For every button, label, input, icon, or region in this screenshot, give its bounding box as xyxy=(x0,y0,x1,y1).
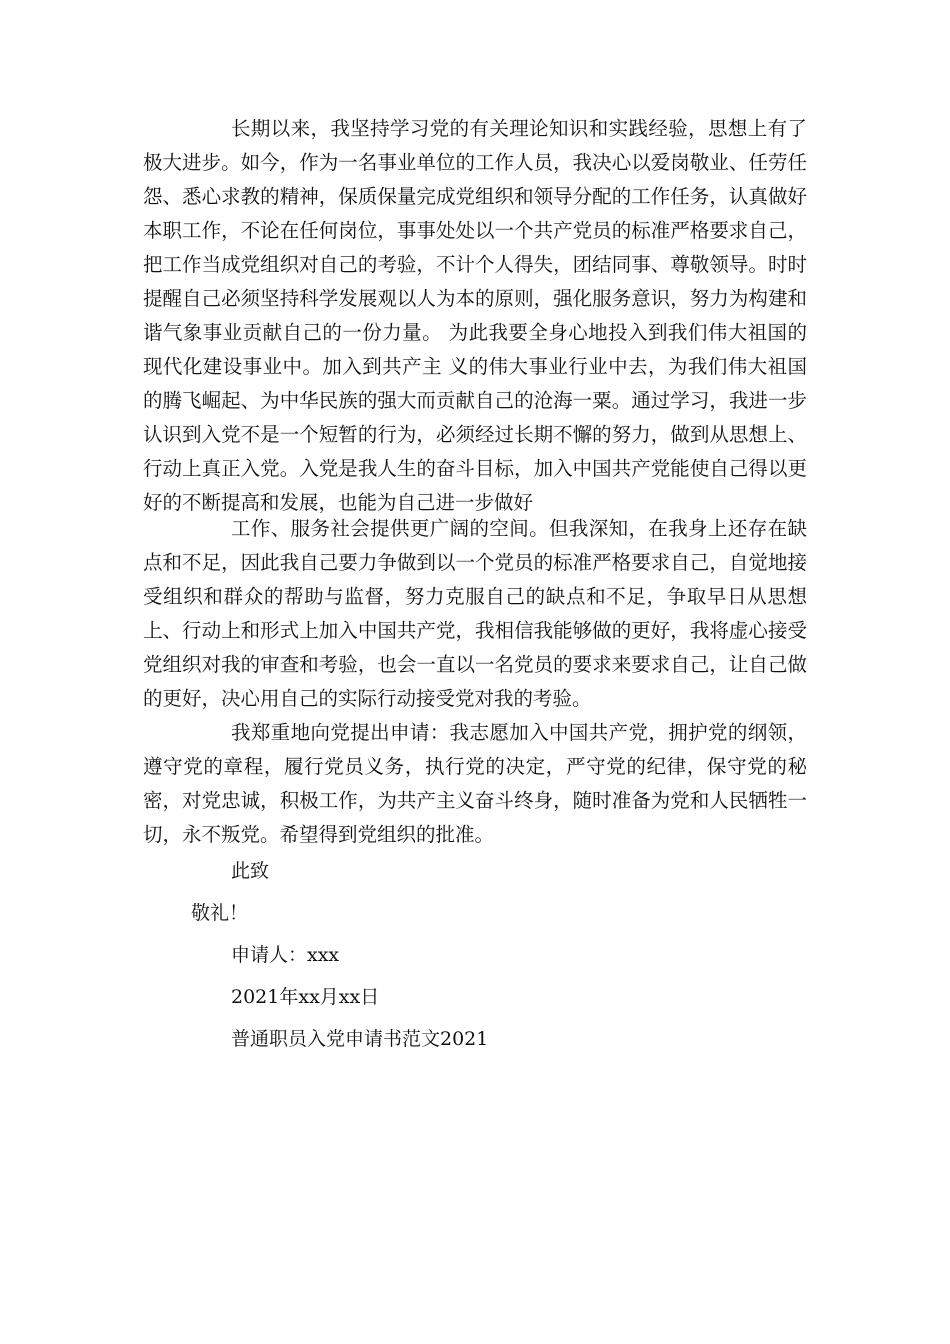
applicant-name: 申请人：xxx xyxy=(231,944,340,966)
body-paragraph-2: 工作、服务社会提供更广阔的空间。但我深知，在我身上还存在缺点和不足，因此我自己要力争做到以一个党员的标准严格要求自己，自觉地接受组织和群众的帮助与监督，努力克服自己的缺点和不足，争取早日从思想上、行动上和形式上加入中国共产党，我相信我能够做的更好，我将虚心接受党组织对我的审查和考验，也会一直以一名党员的要求来要求自己，让自己做的更好，决心用自己的实际行动接受党对我的考验。 xyxy=(143,517,807,710)
closing-phrase: 此致 xyxy=(231,860,270,882)
body-paragraph-1: 长期以来，我坚持学习党的有关理论知识和实践经验，思想上有了极大进步。如今，作为一名事业单位的工作人员，我决心以爱岗敬业、任劳任怨、悉心求教的精神，保质保量完成党组织和领导分配的工作任务，认真做好本职工作，不论在任何岗位，事事处处以一个共产党员的标准严格要求自己，把工作当成党组织对自己的考验，不计个人得失，团结同事、尊敬领导。时时提醒自己必须坚持科学发展观以人为本的原则，强化服务意识，努力为构建和谐气象事业贡献自己的一份力量。 为此我要全身心地投入到我们伟大祖国的现代化建设事业中。加入到共产主 义的伟大事业行业中去，为我们伟大祖国的腾飞崛起、为中华民族的强大而贡献自己的沧海一粟。通过学习，我进一步认识到入党不是一个短暂的行为，必须经过长期不懈的努力，做到从思想上、行动上真正入党。入党是我人生的奋斗目标，加入中国共产党能使自己得以更好的不断提高和发展，也能为自己进一步做好 xyxy=(143,117,807,514)
salutation: 敬礼！ xyxy=(191,902,249,924)
body-paragraph-3: 我郑重地向党提出申请：我志愿加入中国共产党，拥护党的纲领，遵守党的章程，履行党员义务，执行党的决定，严守党的纪律，保守党的秘密，对党忠诚，积极工作，为共产主义奋斗终身，随时准备为党和人民牺牲一切，永不叛党。希望得到党组织的批准。 xyxy=(143,721,807,846)
document-footer-title: 普通职员入党申请书范文2021 xyxy=(231,1028,489,1050)
application-date: 2021年xx月xx日 xyxy=(231,986,380,1008)
